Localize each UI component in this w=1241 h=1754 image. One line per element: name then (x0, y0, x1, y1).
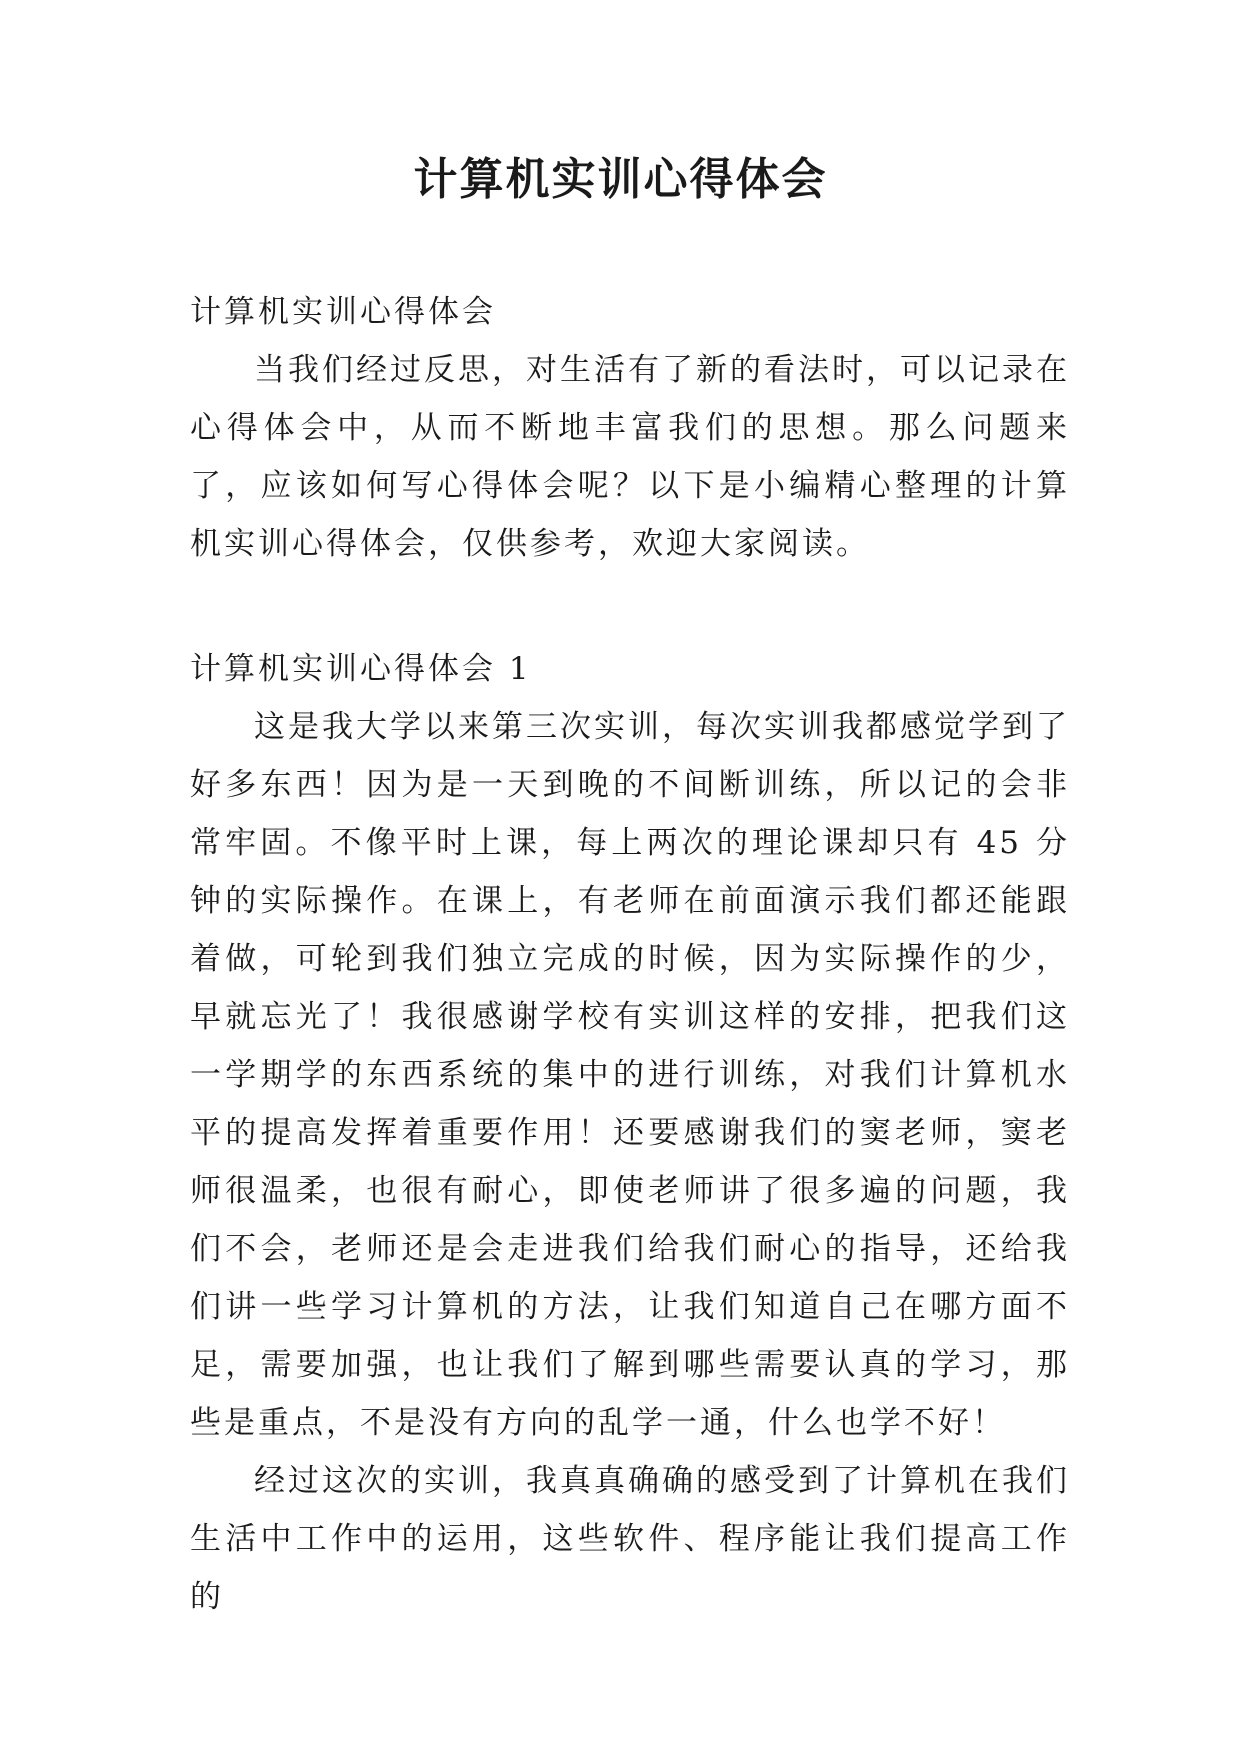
section-1 (190, 640, 1070, 1626)
intro-section (190, 283, 1070, 573)
section-1-paragraph-2: 经过这次的实训，我真真确确的感受到了计算机在我们生活中工作中的运用，这些软件、程序能让我们提高工作的 (190, 1463, 1070, 1615)
intro-heading: 计算机实训心得体会 (190, 294, 496, 330)
document-title: 计算机实训心得体会 (413, 154, 828, 205)
intro-paragraph: 当我们经过反思，对生活有了新的看法时，可以记录在心得体会中，从而不断地丰富我们的思想。那么问题来了，应该如何写心得体会呢？以下是小编精心整理的计算机实训心得体会，仅供参考，欢迎大家阅读。 (190, 352, 1070, 562)
section-1-heading: 计算机实训心得体会 1 (190, 651, 532, 687)
section-1-paragraph-1: 这是我大学以来第三次实训，每次实训我都感觉学到了好多东西！因为是一天到晚的不间断训练，所以记的会非常牢固。不像平时上课，每上两次的理论课却只有 45 分钟的实际操作。在课上，有老师在前面演示我们都还能跟着做，可轮到我们独立完成的时候，因为实际操作的少，早就忘光了！我很感谢学校有实训这样的安排，把我们这一学期学的东西系统的集中的进行训练，对我们计算机水平的提高发挥着重要作用！还要感谢我们的窦老师，窦老师很温柔，也很有耐心，即使老师讲了很多遍的问题，我们不会，老师还是会走进我们给我们耐心的指导，还给我们讲一些学习计算机的方法，让我们知道自己在哪方面不足，需要加强，也让我们了解到哪些需要认真的学习，那些是重点，不是没有方向的乱学一通，什么也学不好！ (190, 709, 1070, 1441)
